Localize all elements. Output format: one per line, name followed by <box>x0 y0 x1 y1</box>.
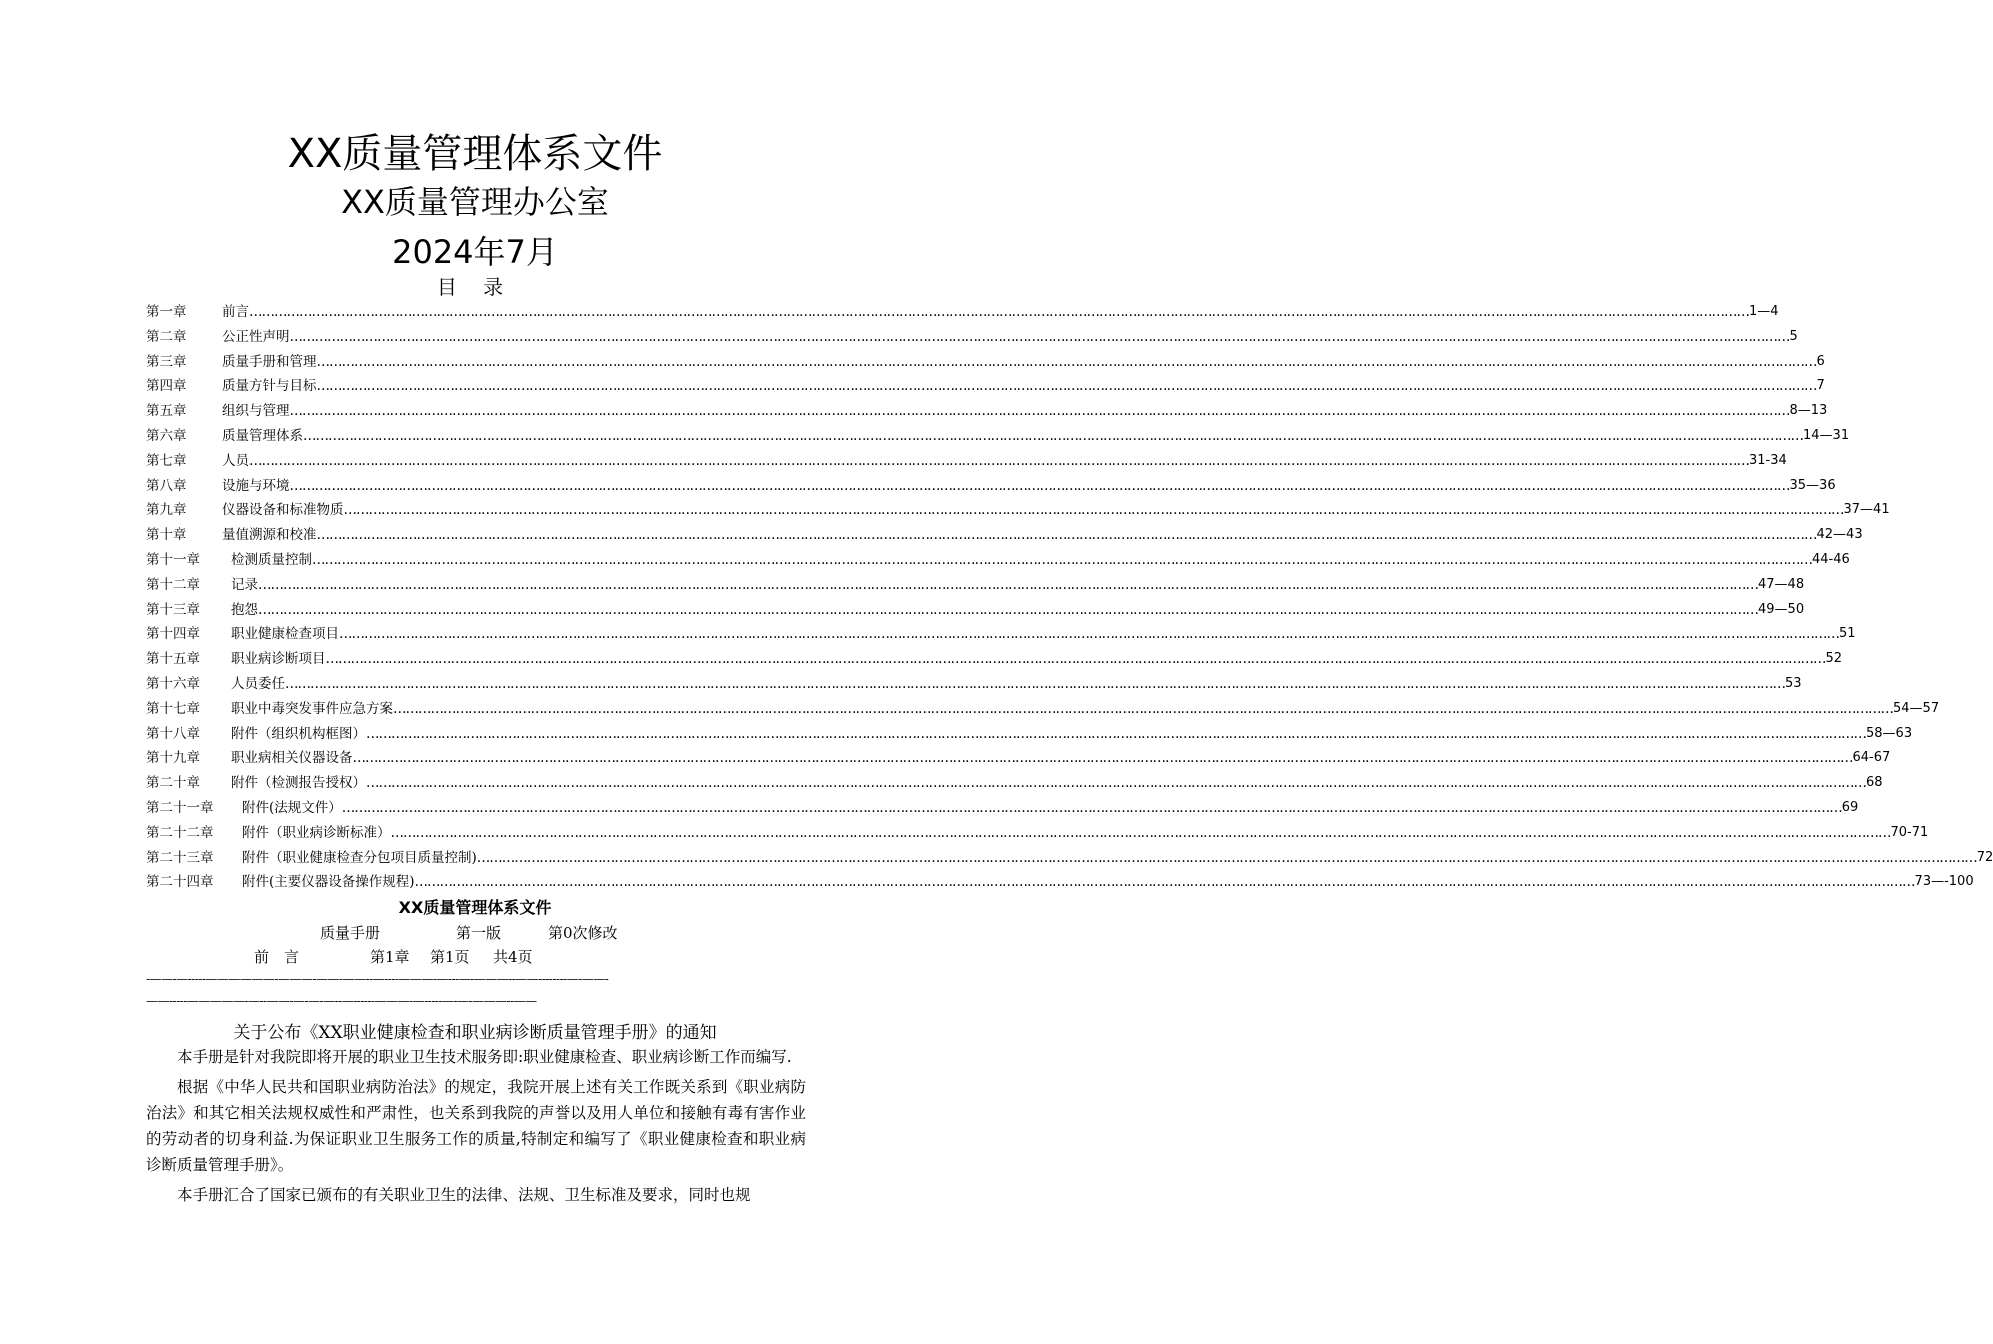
notice-paragraph: 本手册汇合了国家已颁布的有关职业卫生的法律、法规、卫生标准及要求，同时也规 <box>177 1186 751 1204</box>
toc-chapter: 第十二章 <box>146 576 200 593</box>
header-chapter: 第1章 <box>370 948 410 966</box>
separator-rule: -——-—-----——————-———-——-——--—----———-—---—-———--——--------—-——- <box>146 972 609 986</box>
toc-leader-dots: ……………………………………………………………………………………………………………………………………………………………………………………………………………………………………………………………………………………………………………………………… <box>390 824 1891 841</box>
header-total-pages: 共4页 <box>493 948 533 966</box>
toc-page-range: 42—43 <box>1816 527 1863 543</box>
office-name: XX质量管理办公室 <box>341 183 609 221</box>
toc-leader-dots: ……………………………………………………………………………………………………………………………………………………………………………………………………………………………………………………………………………………………………………………………… <box>289 328 1790 345</box>
table-of-contents <box>146 300 1993 895</box>
toc-entry <box>146 821 1929 846</box>
toc-page-range: 31-34 <box>1749 452 1787 468</box>
toc-entry <box>146 647 1843 672</box>
toc-chapter: 第十章 <box>146 527 187 544</box>
header-revision: 第0次修改 <box>548 924 618 942</box>
toc-page-range: 6 <box>1816 353 1825 369</box>
toc-entry <box>146 722 1913 747</box>
toc-leader-dots: ……………………………………………………………………………………………………………………………………………………………………………………………………………………………………………………………………………………………………………………………… <box>414 874 1915 891</box>
toc-page-range: 5 <box>1789 328 1798 344</box>
toc-chapter-name: 量值溯源和校准 <box>222 527 317 544</box>
toc-page-range: 7 <box>1816 378 1825 394</box>
toc-leader-dots: ……………………………………………………………………………………………………………………………………………………………………………………………………………………………………………………………………………………………………………………………… <box>366 725 1866 742</box>
toc-entry <box>146 523 1863 548</box>
toc-chapter: 第四章 <box>146 378 187 395</box>
notice-paragraph: 根据《中华人民共和国职业病防治法》的规定，我院开展上述有关工作既关系到《职业病防治法》和其它相关法规权威性和严肃性，也关系到我院的声誉以及用人单位和接触有毒有害作业的劳动者的切身利益.为保证职业卫生服务工作的质量,特制定和编写了《职业健康检查和职业病诊断质量管理手册》。 <box>146 1078 806 1174</box>
toc-chapter: 第十三章 <box>146 601 200 618</box>
toc-entry <box>146 746 1891 771</box>
toc-entry <box>146 870 1974 895</box>
toc-chapter-name: 附件（检测报告授权） <box>231 775 366 792</box>
document-date: 2024年7月 <box>392 233 558 271</box>
toc-entry <box>146 474 1836 499</box>
toc-page-range: 1—4 <box>1749 304 1779 319</box>
toc-chapter: 第二十二章 <box>146 824 214 841</box>
toc-entry <box>146 424 1850 449</box>
toc-page-range: 64-67 <box>1852 750 1891 766</box>
toc-page-range: 44-46 <box>1812 551 1850 567</box>
toc-leader-dots: ……………………………………………………………………………………………………………………………………………………………………………………………………………………………………………………………………………………………………………………………… <box>258 576 1758 593</box>
toc-entry <box>146 449 1787 474</box>
toc-chapter: 第五章 <box>146 403 187 420</box>
toc-page-range: 54—57 <box>1893 700 1940 716</box>
toc-chapter-name: 质量手册和管理 <box>222 353 317 370</box>
toc-chapter-name: 职业健康检查项目 <box>231 626 339 643</box>
toc-leader-dots: ……………………………………………………………………………………………………………………………………………………………………………………………………………………………………………………………………………………………………………………………… <box>249 452 1749 469</box>
toc-page-range: 8—13 <box>1789 403 1828 419</box>
toc-chapter: 第二十一章 <box>146 799 214 816</box>
header-page: 第1页 <box>430 948 470 966</box>
toc-chapter: 第一章 <box>146 304 187 320</box>
toc-chapter-name: 附件（职业病诊断标准） <box>242 824 391 841</box>
toc-chapter-name: 附件(主要仪器设备操作规程) <box>242 874 415 891</box>
separator-rule: ——-----—————-—--——-—-—-—--—------———-—-----—-—-———--—— <box>146 994 537 1008</box>
toc-leader-dots: ……………………………………………………………………………………………………………………………………………………………………………………………………………………………………………………………………………………………………………………………… <box>312 551 1812 568</box>
header-edition: 第一版 <box>456 924 502 942</box>
toc-chapter-name: 设施与环境 <box>222 477 290 494</box>
toc-chapter-name: 附件（职业健康检查分包项目质量控制) <box>242 849 477 866</box>
toc-leader-dots: ……………………………………………………………………………………………………………………………………………………………………………………………………………………………………………………………………………………………………………………………… <box>249 304 1749 320</box>
toc-leader-dots: ……………………………………………………………………………………………………………………………………………………………………………………………………………………………………………………………………………………………………………………………… <box>316 353 1817 370</box>
toc-page-range: 51 <box>1839 626 1856 642</box>
toc-chapter: 第十八章 <box>146 725 200 742</box>
toc-chapter-name: 职业中毒突发事件应急方案 <box>231 700 393 717</box>
toc-page-range: 49—50 <box>1758 601 1805 617</box>
toc-page-range: 35—36 <box>1789 477 1836 493</box>
toc-leader-dots: ……………………………………………………………………………………………………………………………………………………………………………………………………………………………………………………………………………………………………………………………… <box>289 477 1790 494</box>
toc-entry <box>146 796 1859 821</box>
toc-leader-dots: ……………………………………………………………………………………………………………………………………………………………………………………………………………………………………………………………………………………………………………………………… <box>341 799 1842 816</box>
toc-chapter: 第二章 <box>146 328 187 345</box>
toc-page-range: 73—-100 <box>1914 874 1974 890</box>
toc-leader-dots: ……………………………………………………………………………………………………………………………………………………………………………………………………………………………………………………………………………………………………………………………… <box>343 502 1844 519</box>
toc-page-range: 70-71 <box>1890 824 1929 840</box>
toc-chapter-name: 检测质量控制 <box>231 551 312 568</box>
header-manual: 质量手册 <box>320 924 381 942</box>
toc-chapter: 第九章 <box>146 502 187 519</box>
toc-page-range: 58—63 <box>1866 725 1913 741</box>
notice-body <box>146 1044 806 1208</box>
toc-chapter: 第二十三章 <box>146 849 214 866</box>
toc-page-range: 14—31 <box>1803 427 1850 443</box>
toc-entry <box>146 325 1798 350</box>
toc-entry <box>146 573 1805 598</box>
toc-entry <box>146 771 1883 796</box>
toc-page-range: 72 <box>1976 849 1993 865</box>
toc-chapter: 第十一章 <box>146 551 200 568</box>
toc-leader-dots: ……………………………………………………………………………………………………………………………………………………………………………………………………………………………………………………………………………………………………………………………… <box>325 651 1826 668</box>
toc-entry <box>146 498 1890 523</box>
toc-chapter-name: 附件（组织机构框图） <box>231 725 366 742</box>
toc-chapter: 第十九章 <box>146 750 200 767</box>
toc-chapter-name: 公正性声明 <box>222 328 290 345</box>
toc-chapter: 第二十章 <box>146 775 200 792</box>
toc-leader-dots: ……………………………………………………………………………………………………………………………………………………………………………………………………………………………………………………………………………………………………………………………… <box>366 775 1866 792</box>
toc-entry <box>146 350 1825 375</box>
toc-chapter: 第七章 <box>146 452 187 469</box>
toc-chapter-name: 抱怨 <box>231 601 258 618</box>
toc-chapter: 第二十四章 <box>146 874 214 891</box>
toc-entry <box>146 374 1825 399</box>
toc-chapter-name: 前言 <box>222 304 249 320</box>
toc-page-range: 69 <box>1841 799 1859 815</box>
toc-leader-dots: ……………………………………………………………………………………………………………………………………………………………………………………………………………………………………………………………………………………………………………………………… <box>258 601 1758 618</box>
toc-entry <box>146 399 1828 424</box>
toc-leader-dots: ……………………………………………………………………………………………………………………………………………………………………………………………………………………………………………………………………………………………………………………………… <box>476 849 1977 866</box>
toc-chapter: 第三章 <box>146 353 187 370</box>
toc-page-range: 47—48 <box>1758 576 1805 592</box>
toc-chapter-name: 质量管理体系 <box>222 427 303 444</box>
toc-title: 目 录 <box>436 275 514 299</box>
notice-paragraph: 本手册是针对我院即将开展的职业卫生技术服务即:职业健康检查、职业病诊断工作而编写. <box>177 1048 792 1066</box>
toc-entry <box>146 697 1940 722</box>
toc-entry <box>146 622 1856 647</box>
toc-entry <box>146 846 1993 871</box>
toc-chapter: 第十五章 <box>146 651 200 668</box>
toc-leader-dots: ……………………………………………………………………………………………………………………………………………………………………………………………………………………………………………………………………………………………………………………………… <box>303 427 1803 444</box>
toc-leader-dots: ……………………………………………………………………………………………………………………………………………………………………………………………………………………………………………………………………………………………………………………………… <box>316 527 1817 544</box>
toc-leader-dots: ……………………………………………………………………………………………………………………………………………………………………………………………………………………………………………………………………………………………………………………………… <box>289 403 1790 420</box>
toc-chapter-name: 附件(法规文件） <box>242 799 342 816</box>
toc-chapter-name: 人员 <box>222 452 249 469</box>
toc-leader-dots: ……………………………………………………………………………………………………………………………………………………………………………………………………………………………………………………………………………………………………………………………… <box>339 626 1839 643</box>
toc-leader-dots: ……………………………………………………………………………………………………………………………………………………………………………………………………………………………………………………………………………………………………………………………… <box>393 700 1893 717</box>
toc-chapter-name: 仪器设备和标准物质 <box>222 502 344 519</box>
toc-chapter-name: 职业病相关仪器设备 <box>231 750 353 767</box>
toc-chapter-name: 人员委任 <box>231 675 285 692</box>
document-title: XX质量管理体系文件 <box>287 131 663 177</box>
header-section-name: 前 言 <box>254 948 300 966</box>
toc-chapter-name: 质量方针与目标 <box>222 378 317 395</box>
toc-leader-dots: ……………………………………………………………………………………………………………………………………………………………………………………………………………………………………………………………………………………………………………………………… <box>285 675 1785 692</box>
toc-chapter: 第六章 <box>146 427 187 444</box>
toc-chapter: 第十七章 <box>146 700 200 717</box>
toc-entry <box>146 548 1850 573</box>
toc-leader-dots: ……………………………………………………………………………………………………………………………………………………………………………………………………………………………………………………………………………………………………………………………… <box>352 750 1853 767</box>
toc-page-range: 68 <box>1866 775 1883 791</box>
toc-leader-dots: ……………………………………………………………………………………………………………………………………………………………………………………………………………………………………………………………………………………………………………………………… <box>316 378 1817 395</box>
toc-entry <box>146 598 1805 623</box>
toc-chapter: 第十六章 <box>146 675 200 692</box>
toc-page-range: 53 <box>1785 675 1802 691</box>
toc-page-range: 52 <box>1825 651 1843 667</box>
toc-entry <box>146 672 1802 697</box>
toc-chapter: 第十四章 <box>146 626 200 643</box>
toc-chapter-name: 记录 <box>231 576 258 593</box>
section-title: XX质量管理体系文件 <box>398 898 552 917</box>
toc-chapter: 第八章 <box>146 477 187 494</box>
toc-chapter-name: 组织与管理 <box>222 403 290 420</box>
toc-page-range: 37—41 <box>1843 502 1890 518</box>
notice-title: 关于公布《XX职业健康检查和职业病诊断质量管理手册》的通知 <box>233 1023 717 1043</box>
toc-entry <box>146 300 1779 325</box>
toc-chapter-name: 职业病诊断项目 <box>231 651 326 668</box>
